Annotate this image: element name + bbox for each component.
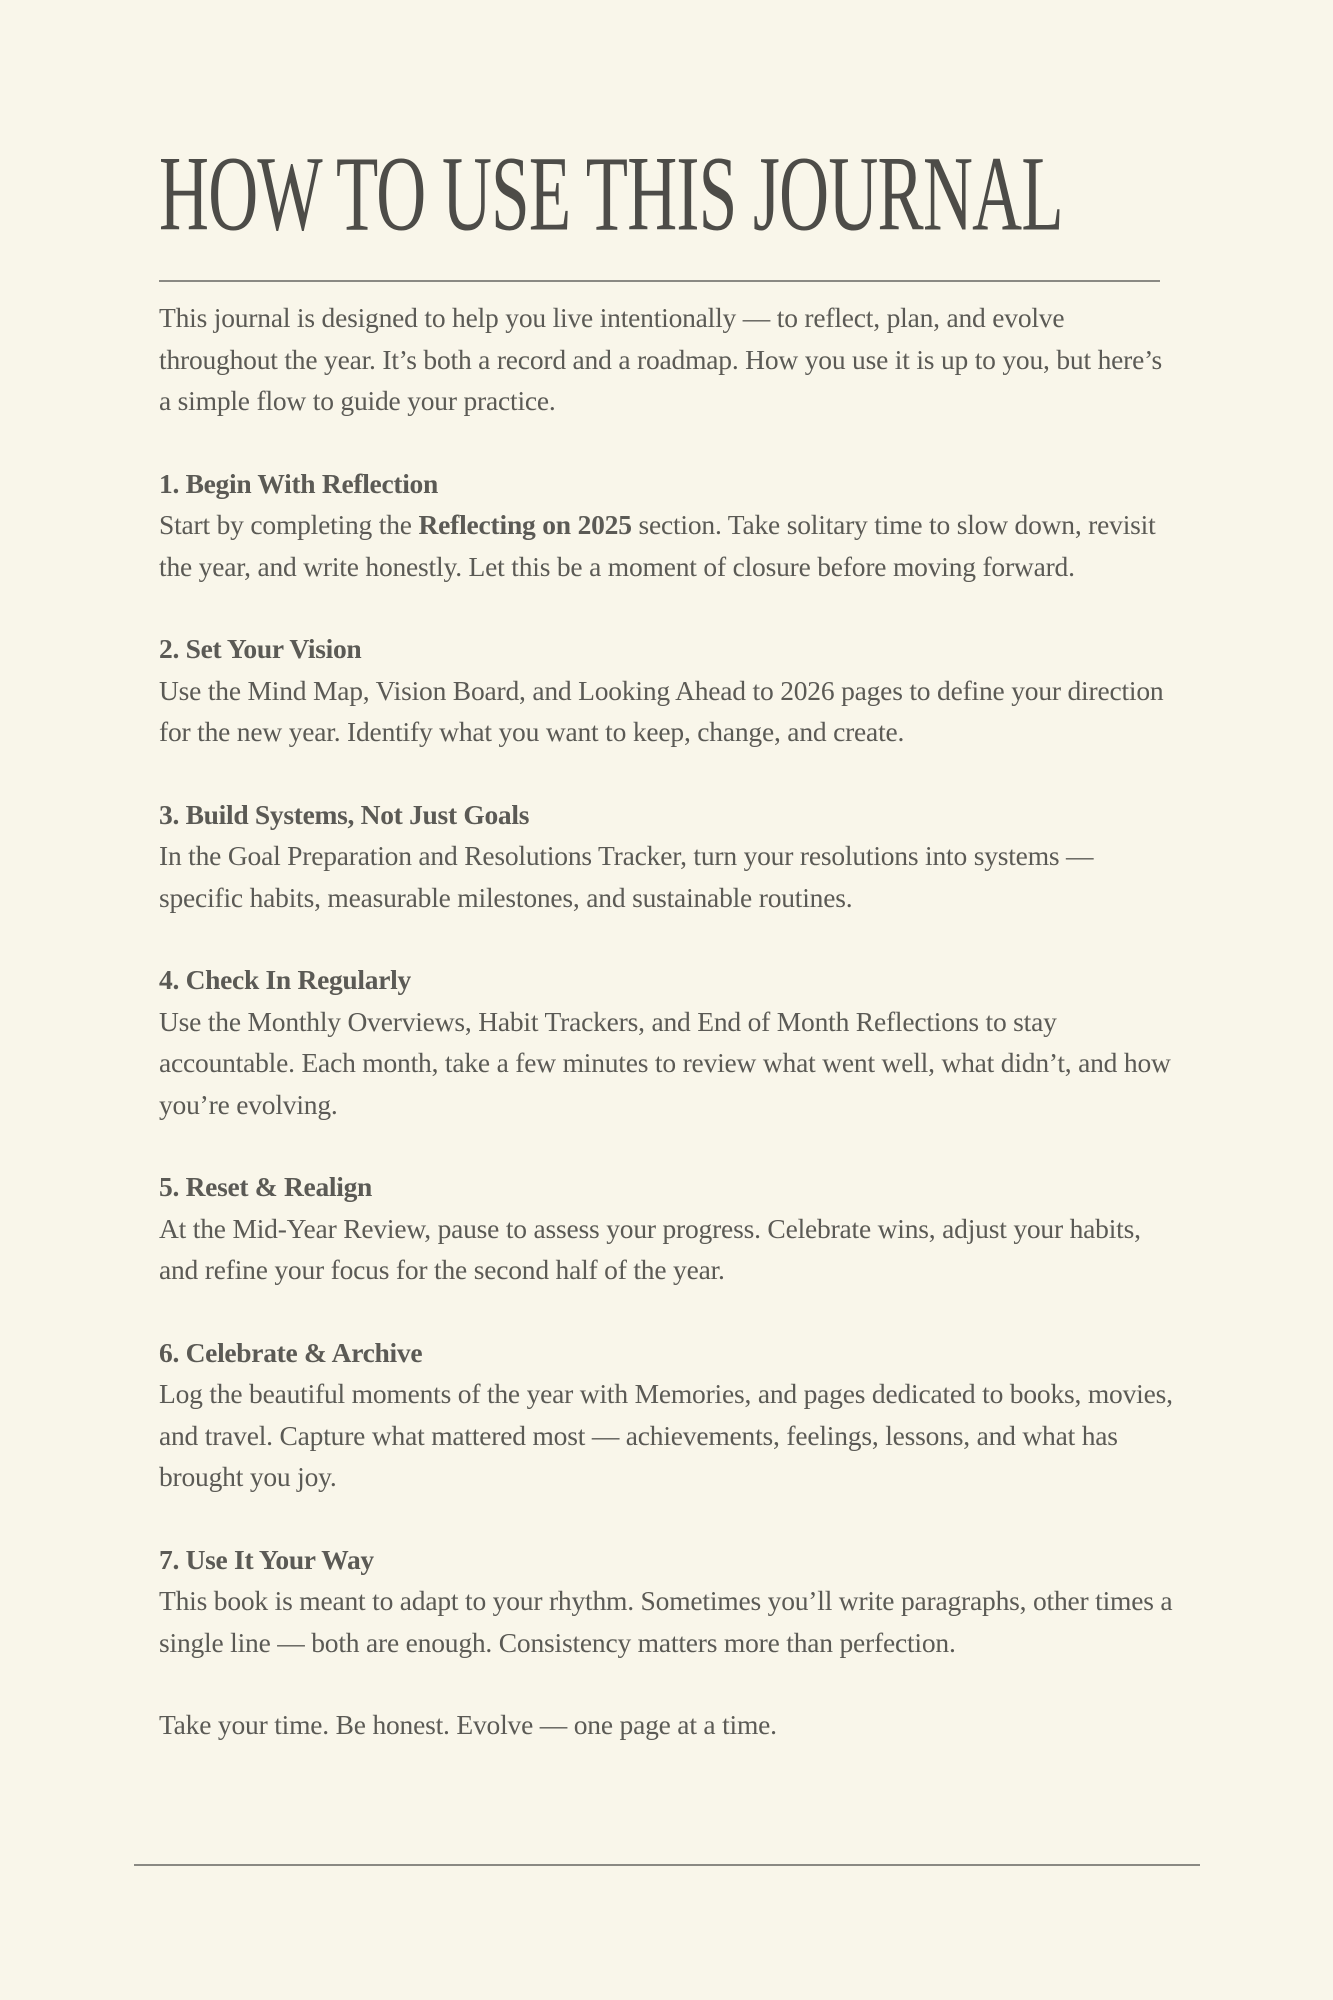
section-celebrate-archive	[159, 1332, 1179, 1498]
section-heading: 3. Build Systems, Not Just Goals	[159, 798, 530, 830]
page-title: HOW TO USE THIS JOURNAL	[159, 133, 1063, 254]
section-body-text: Start by completing the	[159, 509, 419, 540]
section-heading: 6. Celebrate & Archive	[159, 1336, 423, 1368]
section-body: In the Goal Preparation and Resolutions Tracker, turn your resolutions into systems — specific habits, measurable milestones, and sustainable routines.	[159, 840, 1094, 913]
section-body: This book is meant to adapt to your rhythm. Sometimes you’ll write paragraphs, other times a single line — both are enough. Consistency matters more than perfection.	[159, 1585, 1173, 1658]
section-heading: 5. Reset & Realign	[159, 1171, 373, 1202]
section-body: Use the Monthly Overviews, Habit Trackers, and End of Month Reflections to stay accountable. Each month, take a few minutes to review what went well, what didn’t, and how you’re evolving.	[159, 1005, 1171, 1120]
journal-instructions	[159, 297, 1179, 1746]
section-heading: 1. Begin With Reflection	[159, 467, 438, 499]
section-use-it-your-way	[159, 1539, 1179, 1664]
section-body: Log the beautiful moments of the year with Memories, and pages dedicated to books, movies, and travel. Capture what mattered most — achievements, feelings, lessons, and what has brought you joy.	[159, 1378, 1173, 1492]
title-divider	[159, 280, 1160, 282]
section-check-in-regularly	[159, 959, 1179, 1125]
bottom-divider	[134, 1864, 1200, 1866]
section-reset-realign	[159, 1166, 1179, 1291]
section-heading: 2. Set Your Vision	[159, 633, 362, 664]
section-begin-with-reflection	[159, 463, 1179, 588]
section-body	[159, 504, 1179, 587]
section-body-text: section. Take solitary time to slow down, revisit the year, and write honestly. Let this be a moment of closure before moving forward.	[159, 509, 1156, 582]
section-set-your-vision	[159, 628, 1179, 753]
intro-paragraph: This journal is designed to help you live intentionally — to reflect, plan, and evolve throughout the year. It’s both a record and a roadmap. How you use it is up to you, but here’s a simple flow to guide your practice.	[159, 302, 1163, 416]
section-name-emphasis: Reflecting on 2025	[418, 509, 632, 540]
section-heading: 7. Use It Your Way	[159, 1543, 374, 1575]
closing-line: Take your time. Be honest. Evolve — one page at a time.	[159, 1709, 777, 1740]
section-body: Use the Mind Map, Vision Board, and Looking Ahead to 2026 pages to define your direction for the new year. Identify what you want to keep, change, and create.	[159, 674, 1164, 747]
section-build-systems	[159, 794, 1179, 919]
section-body: At the Mid-Year Review, pause to assess your progress. Celebrate wins, adjust your habits, and refine your focus for the second half of the year.	[159, 1212, 1141, 1285]
section-heading: 4. Check In Regularly	[159, 964, 411, 995]
